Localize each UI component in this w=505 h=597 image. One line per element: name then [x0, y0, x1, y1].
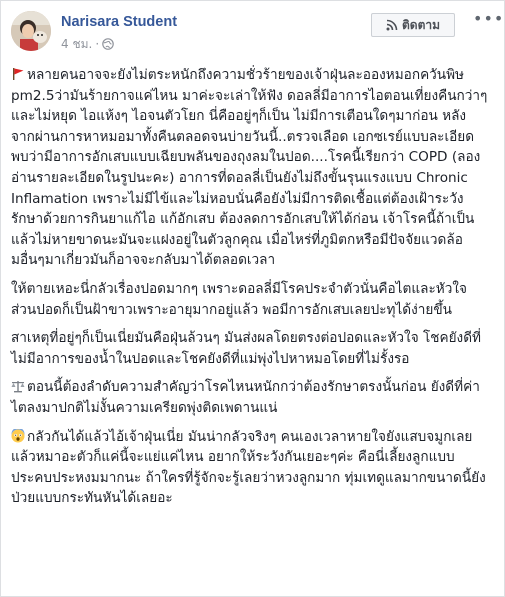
- post-header: [11, 9, 505, 59]
- avatar[interactable]: [11, 11, 51, 51]
- scale-icon: [11, 379, 25, 393]
- rss-icon: [386, 19, 398, 31]
- post-paragraph: ให้ตายเหอะนี่กลัวเรื่องปอดมากๆ เพราะดอลลี่มีโรคประจำตัวนั่นคือไตและหัวใจ ส่วนปอดก็เป็นฝ้าขาวเพราะอายุมากอยู่แล้ว พอมีการอักเสบเลยปะทุได้ง่ายขึ้น: [11, 280, 467, 318]
- author-name[interactable]: Narisara Student: [61, 14, 178, 30]
- meta-separator: ·: [95, 37, 100, 51]
- post-paragraph: กลัวกันได้แล้วไอ้เจ้าฝุ่นเนี่ย มันน่ากลัวจริงๆ คนเองเวลาหายใจยังแสบจมูกเลย แล้วหมาอะตัวก็แค่นี้จะแย่แค่ไหน อยากให้ระวังกันเยอะๆค่ะ คือนี่เลี้ยงลูกแบบประคบประหงมมากนะ ถ้าใครที่รู้จักจะรู้เลยว่าหวงลูกมาก ทุ่มเทดูแลมากขนาดนี้ยังป่วยแบบกระทันหันได้เลยอะ: [11, 428, 486, 507]
- red-flag-icon: [11, 67, 25, 81]
- follow-button[interactable]: [371, 13, 455, 37]
- post-paragraph: สาเหตุที่อยู่ๆก็เป็นเนี่ยมันคือฝุ่นล้วนๆ มันส่งผลโดยตรงต่อปอดและหัวใจ โชคยังดีที่ไม่มีอาการของน้ำในปอดและโชคยังดีที่แม่พุ่งไปหาหมอโดยที่ไม่รั้งรอ: [11, 330, 481, 367]
- post-paragraph: ตอนนี้ต้องลำดับความสำคัญว่าโรคไหนหนักกว่าต้องรักษาตรงนั้นก่อน ยังดีที่ค่าไตลงมาปกติไม่งั้นความเครียดพุ่งติดเพดานแน่: [11, 379, 480, 416]
- post-paragraph: หลายคนอาจจะยังไม่ตระหนักถึงความชั่วร้ายของเจ้าฝุ่นละอองหมอกควันพิษ pm2.5ว่ามันร้ายกาจแค่ไหน มาค่ะจะเล่าให้ฟัง ดอลลี่มีอาการไอตอนเที่ยงคืนกว่าๆและไม่หยุด ไอแห้งๆ ไอจนตัวโยก นี่คืออยู่ๆก็เป็น ไม่มีการเตือนใดๆมาก่อน หลังจากผ่านการหาหมอมาทั้งคืนตลอดจนบ่ายวันนี้..ตรวจเลือด เอกซเรย์แบบละเอียดพบว่ามีอาการอักเสบแบบเฉียบพลันของถุงลมในปอด....โรคนี้เรียกว่า COPD (ลองอ่านรายละเอียดในรูปนะคะ) อาการที่ดอลลี่เป็นยังไม่ถึงขั้นรุนแรงแบบ Chronic Inflamation เพราะไม่มีไข้และไม่หอบนั่นคือยังไม่มีการติดเชื้อแต่ต้องเฝ้าระวัง รักษาด้วยการกินยาแก้ไอ แก้อักเสบ ต้องลดการอักเสบให้ได้ก่อน เจ้าโรคนี้ถ้าเป็นแล้วไม่หายขาดนะมันจะแฝงอยู่ในตัวลูกคุณ เมื่อไหร่ที่ภูมิตกหรือมีปัจจัยแวดล้อมอื่นๆมาเกี่ยวมันก็อาจจะกลับมาได้ตลอดเวลา: [11, 67, 488, 269]
- follow-label: ติดตาม: [401, 17, 441, 32]
- post-timestamp[interactable]: 4 ชม.: [61, 37, 93, 51]
- more-options-icon[interactable]: •••: [473, 9, 505, 28]
- avatar-photo: [11, 11, 51, 51]
- post-body: [11, 65, 489, 517]
- globe-icon[interactable]: [102, 38, 114, 50]
- post-meta: [61, 35, 114, 54]
- scared-face-icon: [11, 429, 25, 443]
